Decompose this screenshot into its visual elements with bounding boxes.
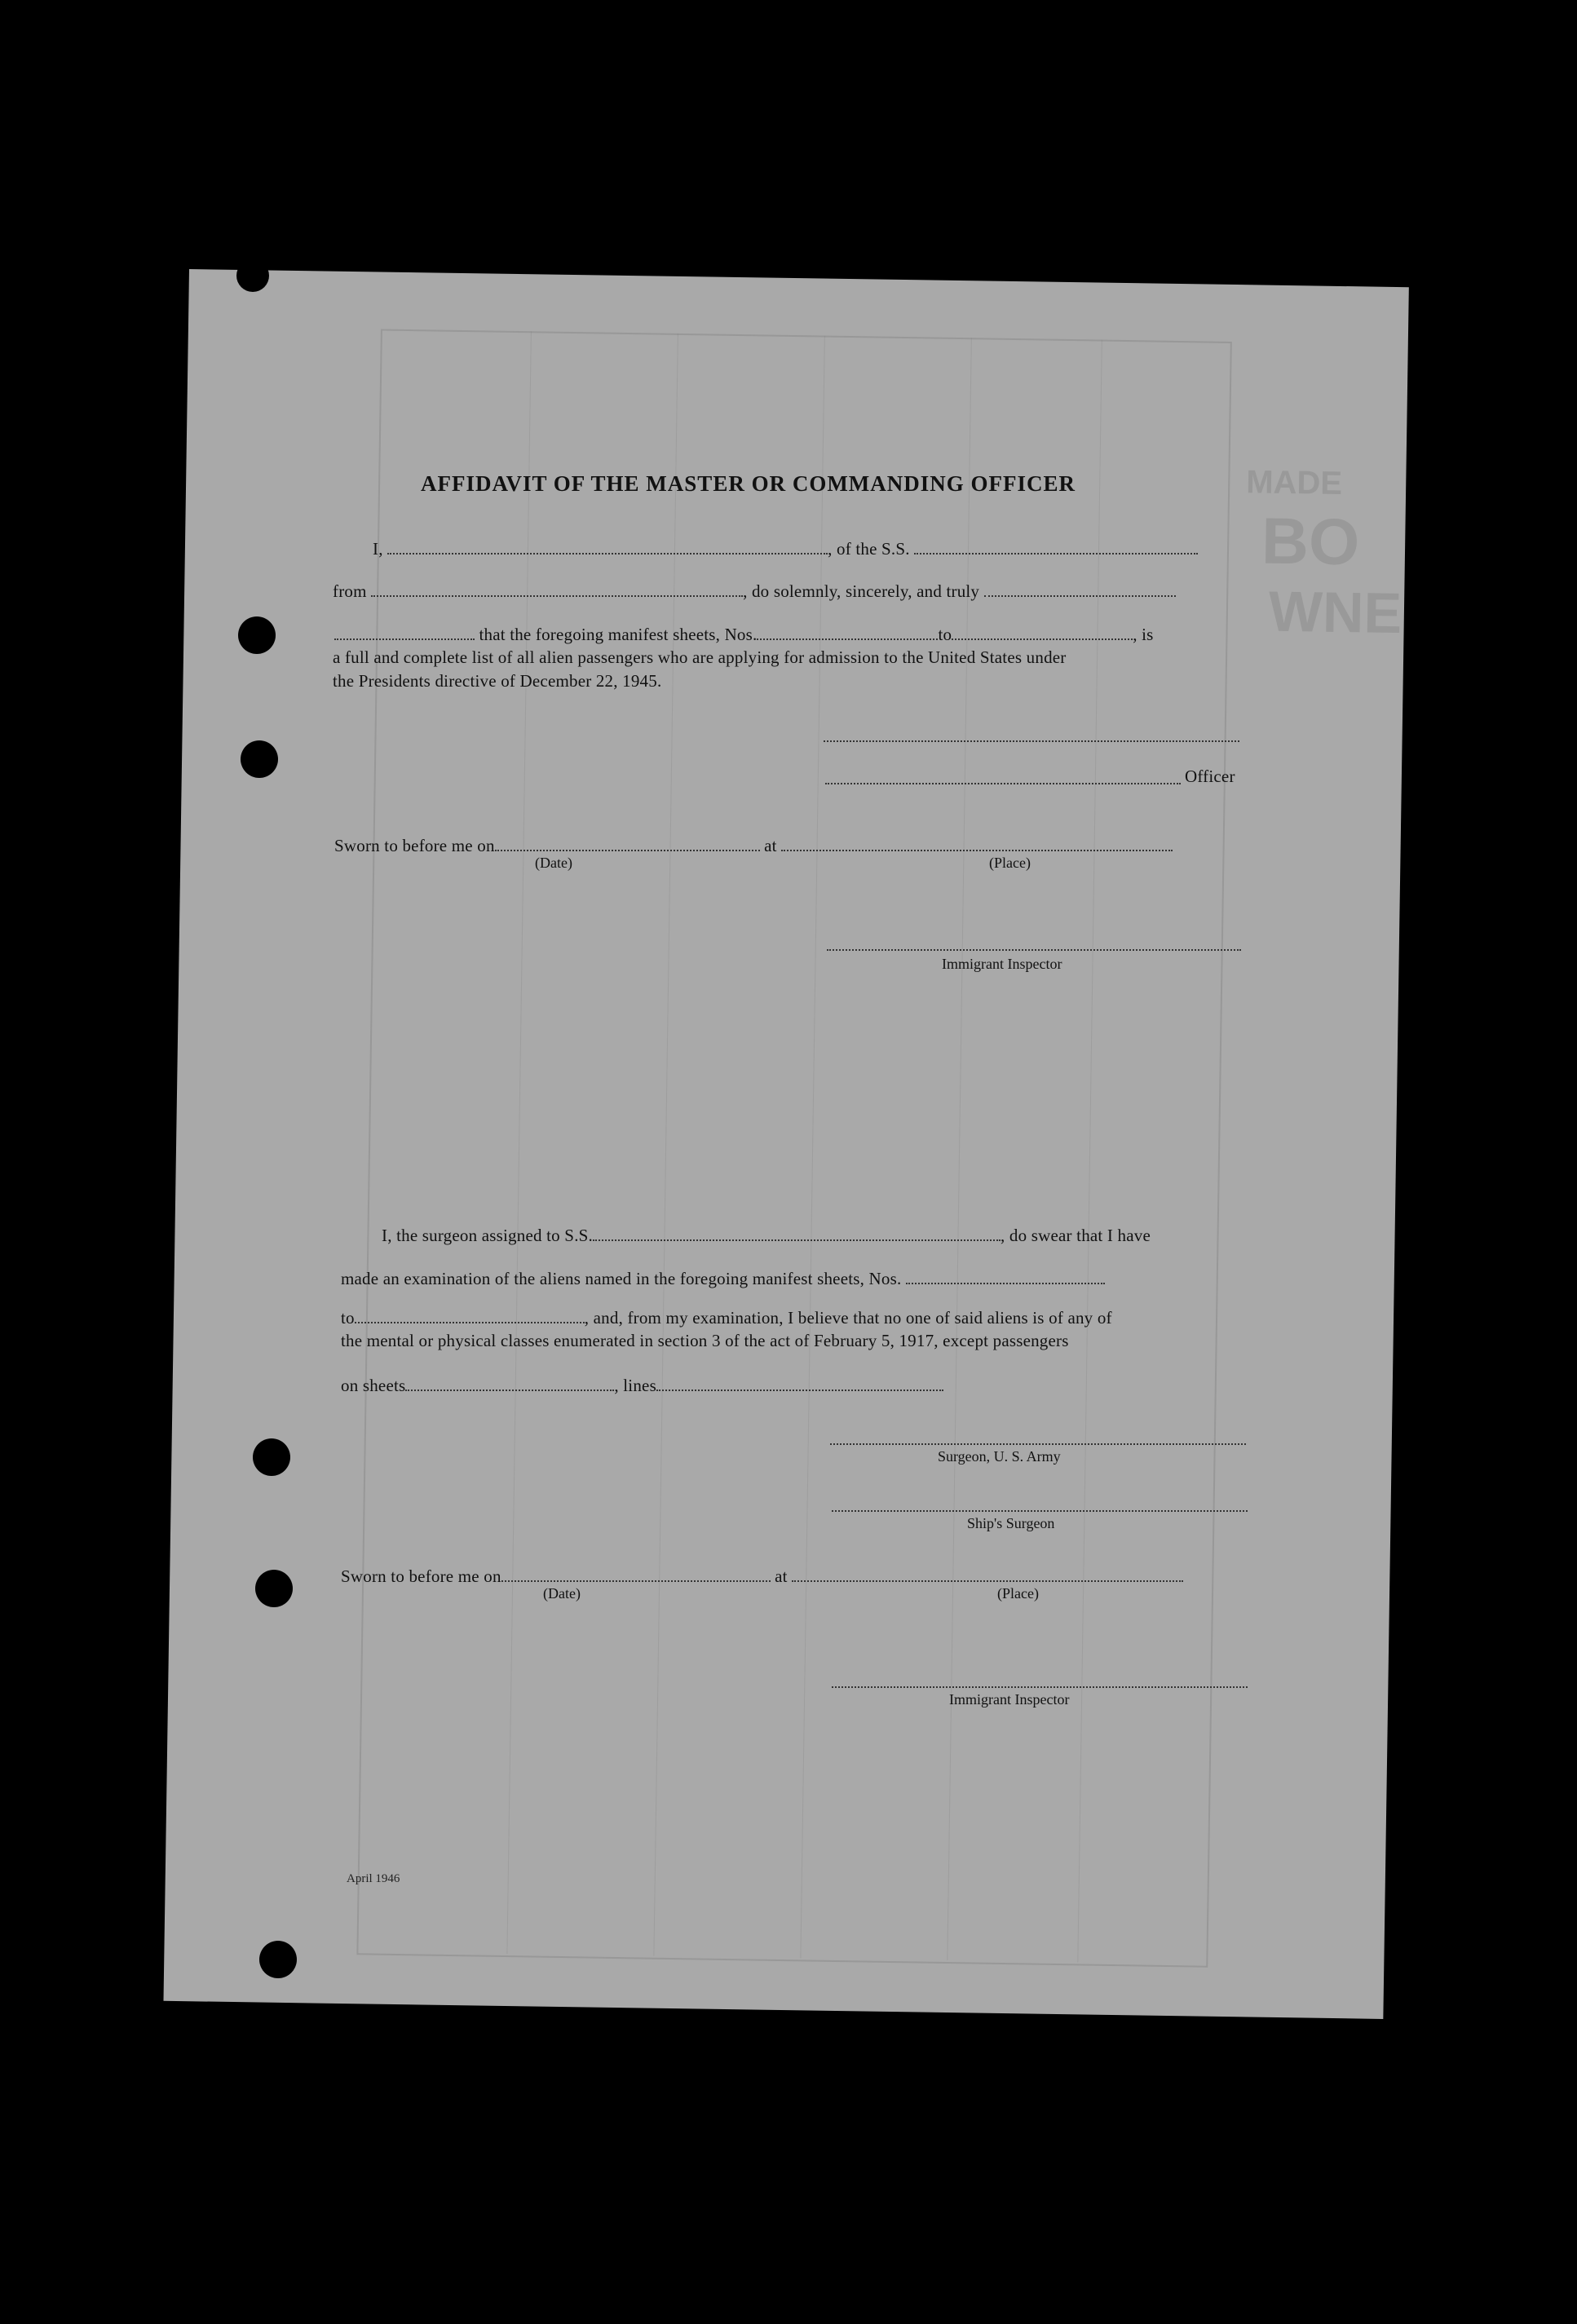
oath-blank[interactable] bbox=[984, 581, 1176, 597]
surgeon-line-4: the mental or physical classes enumerated in section 3 of the act of February 5, 1917, except passengers bbox=[341, 1331, 1069, 1350]
exam-sheets-blank[interactable] bbox=[906, 1268, 1105, 1284]
punch-hole bbox=[255, 1570, 293, 1607]
ship-name-blank[interactable] bbox=[914, 538, 1198, 554]
lines-label: , lines bbox=[614, 1376, 656, 1395]
sworn-label: Sworn to before me on bbox=[334, 836, 495, 855]
of-ss-label: , of the S.S. bbox=[828, 539, 910, 559]
bleed-through-stamp: BO bbox=[1261, 504, 1360, 579]
sworn-place-blank[interactable] bbox=[781, 835, 1173, 851]
except-sheets-blank[interactable] bbox=[405, 1375, 614, 1391]
ships-surgeon-label: Ship's Surgeon bbox=[967, 1515, 1055, 1531]
master-line-3 bbox=[334, 624, 1154, 645]
and-from-text: , and, from my examination, I believe that no one of said aliens is of any of bbox=[584, 1308, 1112, 1328]
punch-hole bbox=[236, 259, 269, 292]
army-surgeon-label: Surgeon, U. S. Army bbox=[938, 1448, 1061, 1465]
at-label: at bbox=[764, 836, 777, 855]
surgeon-line-3 bbox=[341, 1307, 1112, 1328]
exam-to-blank[interactable] bbox=[355, 1307, 585, 1323]
except-lines-blank[interactable] bbox=[656, 1375, 943, 1391]
master-line-4: a full and complete list of all alien passengers who are applying for admission to the United States under bbox=[333, 647, 1067, 667]
surgeon-line-2 bbox=[341, 1268, 1105, 1289]
oath-cont-blank[interactable] bbox=[334, 624, 475, 640]
place-caption: (Place) bbox=[989, 855, 1031, 871]
surgeon-line-1 bbox=[382, 1225, 1151, 1246]
to-label: to bbox=[341, 1308, 355, 1328]
is-label: , is bbox=[1133, 625, 1154, 644]
ships-surgeon-signature-line[interactable] bbox=[832, 1509, 1248, 1512]
surgeon-sworn-date-blank[interactable] bbox=[501, 1566, 771, 1582]
sworn-label: Sworn to before me on bbox=[341, 1566, 501, 1586]
punch-hole bbox=[238, 616, 276, 654]
surgeon-assigned-text: I, the surgeon assigned to S.S. bbox=[382, 1226, 593, 1245]
do-swear-text: , do swear that I have bbox=[1000, 1226, 1151, 1245]
i-label: I, bbox=[373, 539, 383, 559]
master-line-2 bbox=[333, 581, 1176, 602]
surgeon-sworn-place-blank[interactable] bbox=[792, 1566, 1183, 1582]
surgeon-inspector-label: Immigrant Inspector bbox=[949, 1691, 1070, 1708]
punch-hole bbox=[259, 1941, 297, 1978]
inspector-signature-line[interactable] bbox=[827, 948, 1241, 951]
signature-line-1[interactable] bbox=[824, 739, 1239, 742]
name-blank[interactable] bbox=[387, 538, 828, 554]
punch-hole bbox=[253, 1438, 290, 1476]
army-surgeon-signature-line[interactable] bbox=[830, 1442, 1246, 1445]
master-sworn-line bbox=[334, 835, 1173, 856]
from-label: from bbox=[333, 581, 367, 601]
sheets-to-blank[interactable] bbox=[952, 624, 1133, 640]
punch-hole bbox=[241, 740, 278, 778]
from-port-blank[interactable] bbox=[371, 581, 743, 597]
inspector-label: Immigrant Inspector bbox=[942, 956, 1062, 972]
surgeon-line-5 bbox=[341, 1375, 943, 1396]
surgeon-date-caption: (Date) bbox=[543, 1585, 581, 1602]
document-title: AFFIDAVIT OF THE MASTER OR COMMANDING OFFICER bbox=[421, 471, 1076, 496]
bleed-through-stamp: WNE bbox=[1268, 579, 1403, 646]
bleed-through-stamp: MADE bbox=[1245, 464, 1343, 502]
surgeon-ship-blank[interactable] bbox=[593, 1225, 1001, 1241]
document-sheet bbox=[163, 269, 1408, 2019]
at-label: at bbox=[775, 1566, 788, 1586]
signature-line-2[interactable] bbox=[825, 781, 1181, 784]
on-sheets-label: on sheets bbox=[341, 1376, 406, 1395]
surgeon-sworn-line bbox=[341, 1566, 1183, 1587]
sworn-date-blank[interactable] bbox=[495, 835, 760, 851]
master-line-5: the Presidents directive of December 22, 1945. bbox=[333, 671, 662, 691]
date-caption: (Date) bbox=[535, 855, 572, 871]
do-solemnly-text: , do solemnly, sincerely, and truly bbox=[743, 581, 980, 601]
to-label: to bbox=[938, 625, 952, 644]
bleed-through-frame bbox=[356, 329, 1231, 1967]
surgeon-place-caption: (Place) bbox=[997, 1585, 1039, 1602]
made-exam-text: made an examination of the aliens named in the foregoing manifest sheets, Nos. bbox=[341, 1269, 902, 1288]
foregoing-text: that the foregoing manifest sheets, Nos. bbox=[479, 625, 758, 644]
officer-label: Officer bbox=[1185, 767, 1235, 786]
sheets-from-blank[interactable] bbox=[757, 624, 938, 640]
surgeon-inspector-signature-line[interactable] bbox=[832, 1685, 1248, 1688]
master-line-1 bbox=[373, 538, 1198, 559]
form-date: April 1946 bbox=[347, 1872, 400, 1885]
